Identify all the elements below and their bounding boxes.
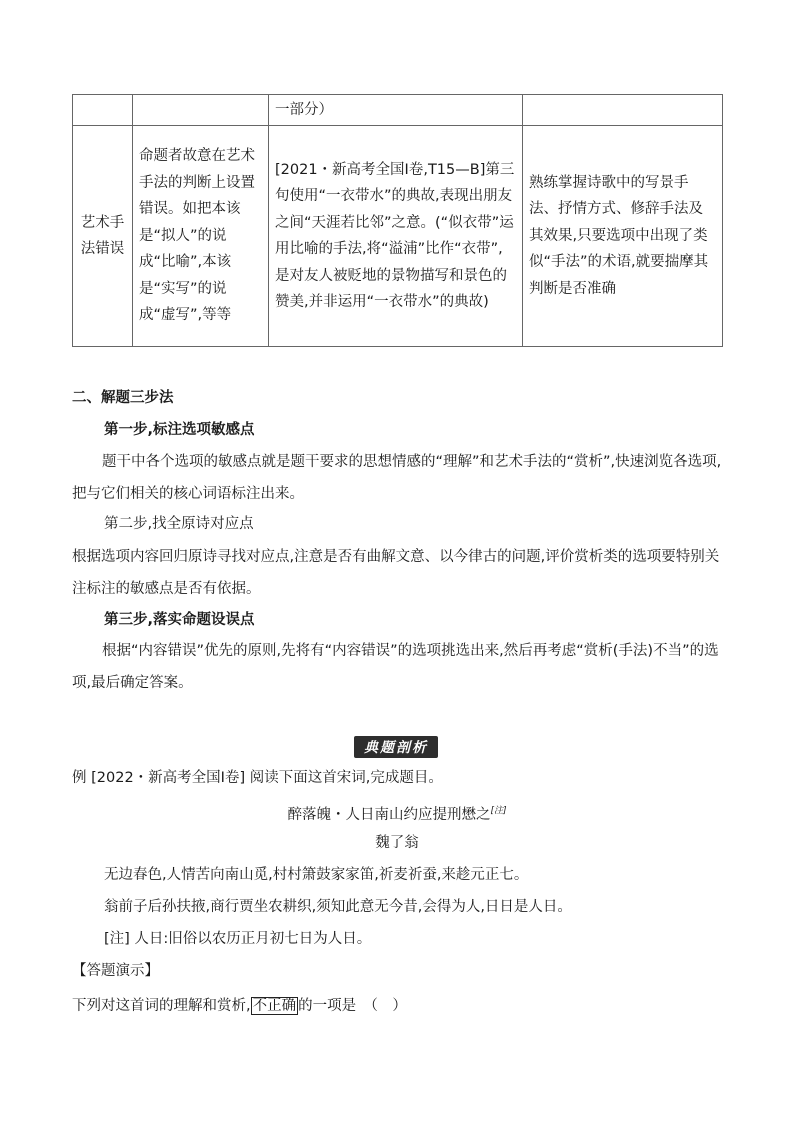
- poem-line-1: 无边春色,人情苦向南山觅,村村箫鼓家家笛,祈麦祈蚕,来趁元正七。: [104, 867, 529, 883]
- methods-table: [72, 94, 723, 347]
- step2-body: 根据选项内容回归原诗寻找对应点,注意是否有曲解文意、以今律古的问题,评价赏析类的选项要特别关注标注的敏感点是否有依据。: [72, 549, 720, 597]
- table-row: [73, 126, 723, 347]
- error-strategy: 熟练掌握诗歌中的写景手法、抒情方式、修辞手法及其效果,只要选项中出现了类似“手法”的术语,就要揣摩其判断是否准确: [523, 126, 723, 347]
- answer-demo-label: 【答题演示】: [72, 963, 159, 979]
- step3-title: 第三步,落实命题设误点: [104, 612, 255, 628]
- example-intro: 例 [2022・新高考全国Ⅰ卷] 阅读下面这首宋词,完成题目。: [72, 770, 443, 786]
- table-cell: [73, 95, 133, 126]
- step3-body: 根据“内容错误”优先的原则,先将有“内容错误”的选项挑选出来,然后再考虑“赏析(手法)不当”的选项,最后确定答案。: [72, 643, 719, 691]
- table-row: [73, 95, 723, 126]
- question-line: [72, 996, 407, 1016]
- error-description: 命题者故意在艺术手法的判断上设置错误。如把本该是“拟人”的说成“比喻”,本该是“实写”的说成“虚写”,等等: [133, 126, 269, 347]
- poem-title: 醉落魄・人日南山约应提刑懋之: [287, 806, 491, 823]
- poem-title-line: [0, 801, 794, 825]
- error-example: [2021・新高考全国Ⅰ卷,T15—B]第三句使用“一衣带水”的典故,表现出朋友之间“天涯若比邻”之意。(“似衣带”运用比喻的手法,将“溢浦”比作“衣带”,是对友人被贬地的景物描写和景色的赞美,并非运用“一衣带水”的典故): [269, 126, 523, 347]
- table-cell: [133, 95, 269, 126]
- step1-title: 第一步,标注选项敏感点: [104, 422, 255, 438]
- table-cell: [523, 95, 723, 126]
- poem-line-2: 翁前子后孙扶掖,商行贾坐农耕织,须知此意无今昔,会得为人,日日是人日。: [104, 899, 572, 915]
- poem-note-mark: [注]: [490, 806, 507, 816]
- question-text: 下列对这首词的理解和赏析,: [72, 998, 251, 1014]
- error-type-label: 艺术手法错误: [73, 126, 133, 347]
- step1-body: 题干中各个选项的敏感点就是题干要求的思想情感的“理解”和艺术手法的“赏析”,快速浏览各选项,把与它们相关的核心词语标注出来。: [72, 454, 722, 502]
- poem-note: [注] 人日:旧俗以农历正月初七日为人日。: [104, 931, 372, 947]
- section-heading: 二、解题三步法: [72, 390, 174, 406]
- question-suffix: 的一项是 （ ）: [298, 998, 407, 1014]
- analysis-banner: 典题剖析: [354, 736, 438, 758]
- poem-author: 魏了翁: [375, 835, 419, 851]
- step2-title: 第二步,找全原诗对应点: [104, 516, 254, 532]
- table-cell: 一部分）: [269, 95, 523, 126]
- boxed-keyword: 不正确: [252, 998, 297, 1014]
